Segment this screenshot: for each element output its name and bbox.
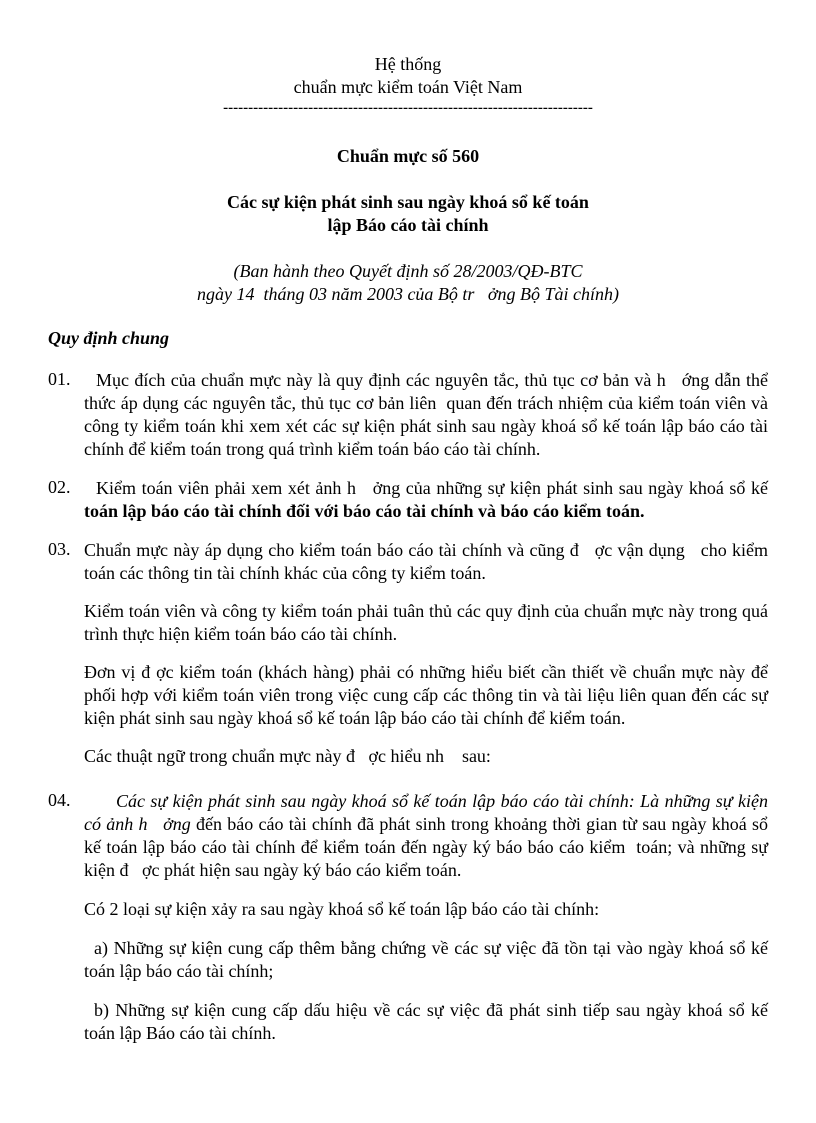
issued-line1: (Ban hành theo Quyết định số 28/2003/QĐ-BTC (233, 261, 583, 281)
paragraph-02-bold: toán lập báo cáo tài chính đối với báo cáo tài chính và báo cáo kiểm toán. (84, 501, 645, 521)
standard-title-line1: Các sự kiện phát sinh sau ngày khoá sổ kế toán (227, 192, 589, 212)
standard-title-line2: lập Báo cáo tài chính (327, 215, 489, 235)
issued-line2: ngày 14 tháng 03 năm 2003 của Bộ tr ởng Bộ Tài chính) (196, 284, 620, 304)
paragraph-number: 02. (48, 477, 71, 497)
paragraph-04-text (84, 790, 773, 882)
standard-number: Chuẩn mực số 560 (336, 146, 480, 166)
section-heading: Quy định chung (48, 328, 170, 348)
paragraph-04-sub1: Có 2 loại sự kiện xảy ra sau ngày khoá sổ kế toán lập báo cáo tài chính: (84, 899, 600, 919)
paragraph-04-item-a: a) Những sự kiện cung cấp thêm bằng chứng về các sự việc đã tồn tại vào ngày khoá sổ kế toán lập báo cáo tài chính; (84, 938, 768, 981)
paragraph-03-sub1: Kiểm toán viên và công ty kiểm toán phải tuân thủ các quy định của chuẩn mực này trong quá trình thực hiện kiểm toán báo cáo tài chính. (84, 601, 768, 644)
paragraph-number: 04. (48, 790, 71, 810)
paragraph-03-sub2: Đơn vị đ ợc kiểm toán (khách hàng) phải có những hiểu biết cần thiết về chuẩn mực này để phối hợp với kiểm toán viên trong việc cung cấp các thông tin và tài liệu liên quan đến các sự kiện phát sinh sau ngày khoá sổ kế toán lập báo cáo tài chính để kiểm toán. (84, 662, 768, 728)
paragraph-03-sub3: Các thuật ngữ trong chuẩn mực này đ ợc hiểu nh sau: (84, 746, 491, 766)
paragraph-number: 03. (48, 539, 71, 559)
paragraph-04-item-b: b) Những sự kiện cung cấp dấu hiệu về các sự việc đã phát sinh tiếp sau ngày khoá sổ kế toán lập Báo cáo tài chính. (84, 1000, 768, 1043)
paragraph-number: 01. (48, 369, 71, 389)
paragraph-02-text (84, 477, 773, 523)
header-line2: chuẩn mực kiểm toán Việt Nam (293, 77, 523, 97)
paragraph-04-plain: đến báo cáo tài chính đã phát sinh trong khoảng thời gian từ sau ngày khoá sổ kế toán lập báo cáo tài chính để kiểm toán đến ngày ký báo báo cáo kiểm toán; và những sự kiện đ ợc phát hiện sau ngày ký báo cáo kiểm toán. (84, 814, 773, 880)
paragraph-02-plain: Kiểm toán viên phải xem xét ảnh h ởng của những sự kiện phát sinh sau ngày khoá sổ kế (96, 478, 773, 498)
header-divider: -------------------------------------------------------------------------- (223, 100, 593, 116)
paragraph-03-text: Chuẩn mực này áp dụng cho kiểm toán báo cáo tài chính và cũng đ ợc vận dụng cho kiểm toán các thông tin tài chính khác của công ty kiểm toán. (84, 540, 773, 583)
paragraph-01-text: Mục đích của chuẩn mực này là quy định các nguyên tắc, thủ tục cơ bản và h ớng dẫn thể thức áp dụng các nguyên tắc, thủ tục cơ bản liên quan đến trách nhiệm của kiểm toán viên và công ty kiểm toán khi xem xét các sự kiện phát sinh sau ngày khoá sổ kế toán lập báo cáo tài chính để kiểm toán trong quá trình kiểm toán báo cáo tài chính. (84, 370, 773, 459)
header-line1: Hệ thống (374, 54, 442, 74)
paragraph-04-italic: Các sự kiện phát sinh sau ngày khoá sổ kế toán lập báo cáo tài chính: Là những sự kiện có ảnh h ởng (84, 791, 773, 834)
